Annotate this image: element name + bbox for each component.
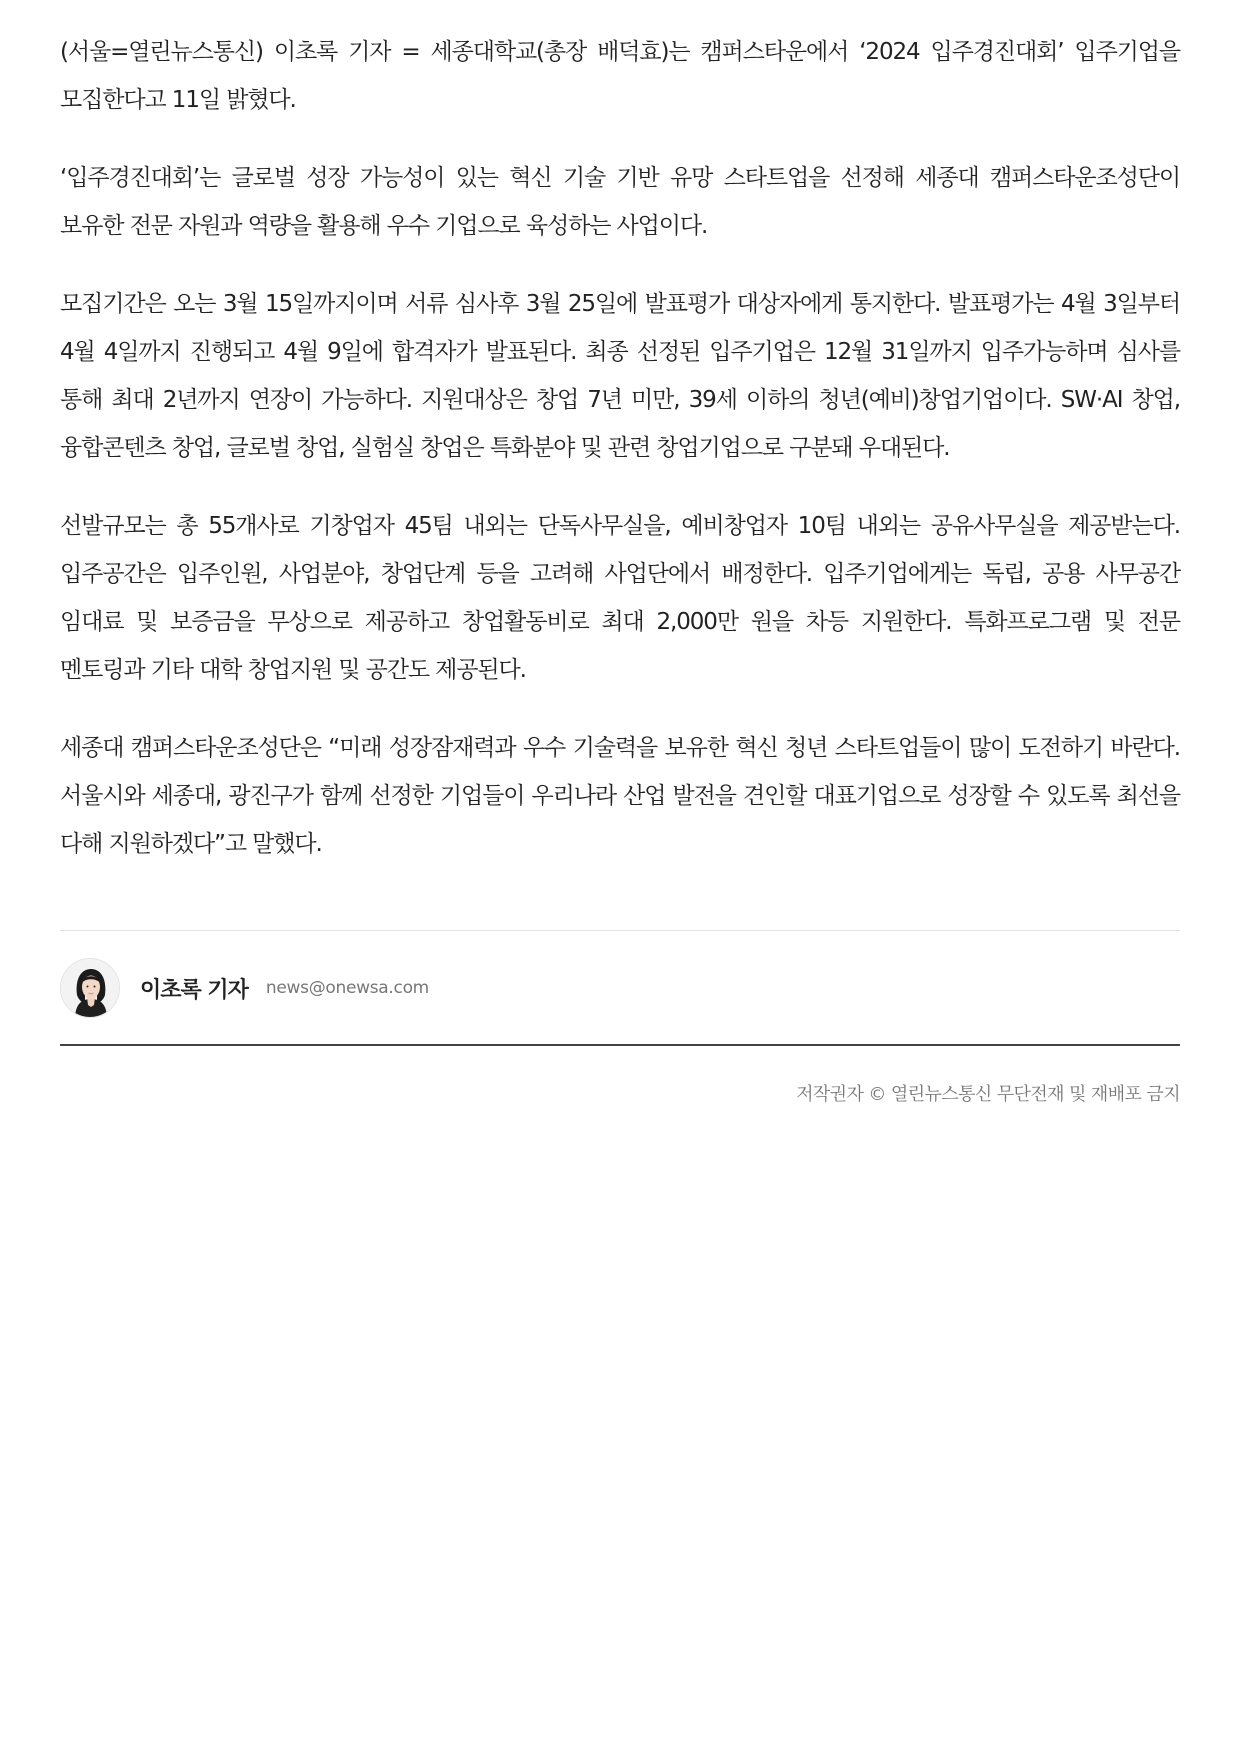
reporter-email[interactable]: news@onewsa.com	[265, 978, 429, 998]
article-paragraph: 선발규모는 총 55개사로 기창업자 45팀 내외는 단독사무실을, 예비창업자 10팀 내외는 공유사무실을 제공받는다. 입주공간은 입주인원, 사업분야, 창업단계 등을 고려해 사업단에서 배정한다. 입주기업에게는 독립, 공용 사무공간 임대료 및 보증금을 무상으로 제공하고 창업활동비로 최대 2,000만 원을 차등 지원한다. 특화프로그램 및 전문 멘토링과 기타 대학 창업지원 및 공간도 제공된다.	[60, 513, 1180, 683]
byline-top-divider	[60, 930, 1180, 931]
article-paragraph: 세종대 캠퍼스타운조성단은 “미래 성장잠재력과 우수 기술력을 보유한 혁신 청년 스타트업들이 많이 도전하기 바란다. 서울시와 세종대, 광진구가 함께 선정한 기업들이 우리나라 산업 발전을 견인할 대표기업으로 성장할 수 있도록 최선을 다해 지원하겠다”고 말했다.	[60, 735, 1180, 857]
reporter-name[interactable]: 이초록 기자	[140, 977, 248, 1003]
byline-bottom-divider	[60, 1044, 1180, 1046]
reporter-avatar[interactable]	[60, 958, 120, 1018]
article-paragraph: 모집기간은 오는 3월 15일까지이며 서류 심사후 3월 25일에 발표평가 대상자에게 통지한다. 발표평가는 4월 3일부터 4월 4일까지 진행되고 4월 9일에 합격자가 발표된다. 최종 선정된 입주기업은 12월 31일까지 입주가능하며 심사를 통해 최대 2년까지 연장이 가능하다. 지원대상은 창업 7년 미만, 39세 이하의 청년(예비)창업기업이다. SW·AI 창업, 융합콘텐츠 창업, 글로벌 창업, 실험실 창업은 특화분야 및 관련 창업기업으로 구분돼 우대된다.	[60, 291, 1180, 461]
article-paragraph: (서울=열린뉴스통신) 이초록 기자 = 세종대학교(총장 배덕효)는 캠퍼스타운에서 ‘2024 입주경진대회’ 입주기업을 모집한다고 11일 밝혔다.	[60, 39, 1180, 113]
reporter-byline	[60, 958, 429, 1018]
article-paragraph: ‘입주경진대회’는 글로벌 성장 가능성이 있는 혁신 기술 기반 유망 스타트업을 선정해 세종대 캠퍼스타운조성단이 보유한 전문 자원과 역량을 활용해 우수 기업으로 육성하는 사업이다.	[60, 165, 1180, 239]
article-body	[60, 28, 1180, 868]
article	[60, 28, 1180, 898]
reporter-photo-icon	[61, 959, 120, 1018]
copyright-notice: 저작권자 © 열린뉴스통신 무단전재 및 재배포 금지	[796, 1084, 1180, 1105]
